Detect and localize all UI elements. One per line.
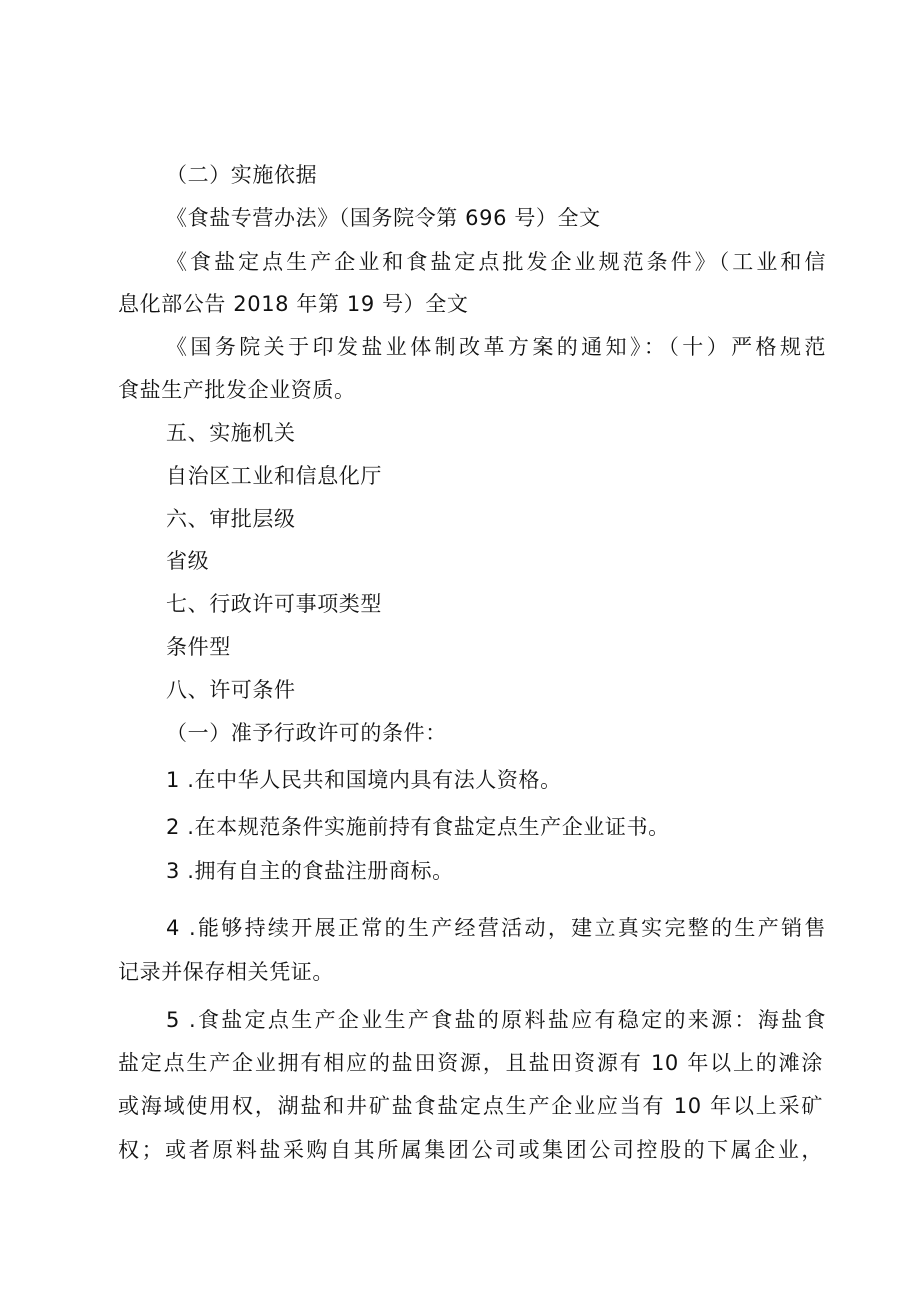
- basis-item-2-line-2: 息化部公告 2018 年第 19 号）全文: [118, 292, 469, 316]
- section-body-7: 条件型: [166, 635, 231, 659]
- basis-item-1: 《食盐专营办法》（国务院令第 696 号）全文: [166, 206, 601, 230]
- section-body-6: 省级: [166, 549, 210, 573]
- condition-item-3: 3 .拥有自主的食盐注册商标。: [166, 859, 454, 883]
- section-heading-5: 五、实施机关: [166, 421, 296, 445]
- condition-item-4-line-1: 4 .能够持续开展正常的生产经营活动，建立真实完整的生产销售: [166, 916, 826, 940]
- basis-item-3-line-1: 《国务院关于印发盐业体制改革方案的通知》：（十）严格规范: [166, 335, 826, 359]
- condition-item-4-line-2: 记录并保存相关凭证。: [118, 960, 334, 984]
- condition-item-5-line-4: 权；或者原料盐采购自其所属集团公司或集团公司控股的下属企业，: [118, 1138, 823, 1162]
- section-heading-7: 七、行政许可事项类型: [166, 592, 382, 616]
- section-heading-basis: （二）实施依据: [166, 163, 318, 187]
- basis-item-2-line-1: 《食盐定点生产企业和食盐定点批发企业规范条件》（工业和信: [166, 250, 826, 274]
- basis-item-3-line-2: 食盐生产批发企业资质。: [118, 378, 356, 402]
- condition-item-2: 2 .在本规范条件实施前持有食盐定点生产企业证书。: [166, 815, 670, 839]
- section-heading-8: 八、许可条件: [166, 678, 296, 702]
- section-heading-6: 六、审批层级: [166, 507, 296, 531]
- condition-item-1: 1 .在中华人民共和国境内具有法人资格。: [166, 768, 562, 792]
- condition-item-5-line-1: 5 .食盐定点生产企业生产食盐的原料盐应有稳定的来源：海盐食: [166, 1008, 826, 1032]
- condition-item-5-line-3: 或海域使用权，湖盐和井矿盐食盐定点生产企业应当有 10 年以上采矿: [118, 1094, 823, 1118]
- subsection-heading-8-1: （一）准予行政许可的条件：: [166, 721, 447, 745]
- section-body-5: 自治区工业和信息化厅: [166, 464, 382, 488]
- condition-item-5-line-2: 盐定点生产企业拥有相应的盐田资源，且盐田资源有 10 年以上的滩涂: [118, 1051, 823, 1075]
